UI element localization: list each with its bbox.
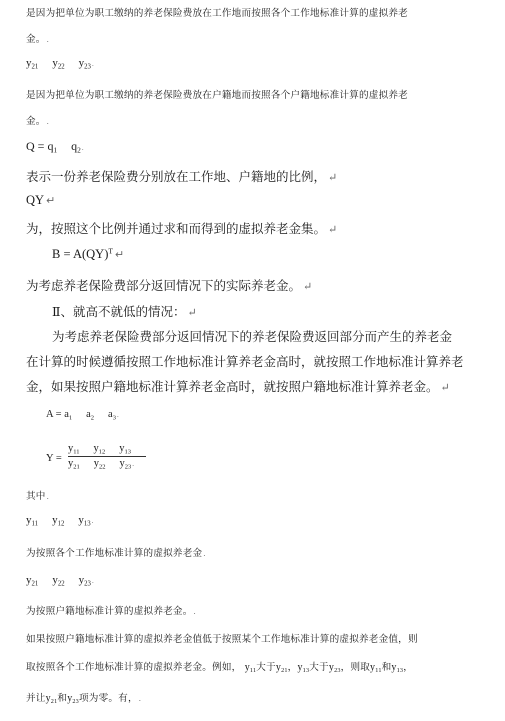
text-line: 为按照各个工作地标准计算的虚拟养老金. xyxy=(26,548,206,559)
math-Q-vector: $Q = q_1$ $q_2$. xyxy=(26,139,84,155)
text-line-final: 并让$y_{21}$和$y_{23}$项为零。有，. xyxy=(26,693,142,706)
text-line: 金。. xyxy=(26,34,50,45)
text-line: 是因为把单位为职工缴纳的养老保险费放在户籍地而按照各个户籍地标准计算的虚拟养老 xyxy=(26,90,408,101)
section-heading: Ⅱ、就高不就低的情况： ↵ xyxy=(52,304,197,319)
text-line-example: 取按照各个工作地标准计算的虚拟养老金。例如， $y_{11}$大于$y_{21}$，$y_{13}$大于$y_{23}$，则取$y_{11}$和$y_{13}$， xyxy=(26,662,413,675)
text-line: 如果按照户籍地标准计算的虚拟养老金值低于按照某个工作地标准计算的虚拟养老金值，则 xyxy=(26,634,418,645)
math-QY: QY ↵ xyxy=(26,193,56,207)
text-line: 表示一份养老保险费分别放在工作地、户籍地的比例， ↵ xyxy=(26,169,338,184)
text-line: 为按照户籍地标准计算的虚拟养老金。. xyxy=(26,606,196,617)
math-Y-label: Y = xyxy=(46,453,62,464)
math-Y-row2: $y_{21}$ $y_{22}$ $y_{23}$. xyxy=(68,458,134,471)
text-line: 为，按照这个比例并通过求和而得到的虚拟养老金集。 ↵ xyxy=(26,221,338,236)
text-line: 为考虑养老保险费部分返回情况下的养老保险费返回部分而产生的养老金 xyxy=(52,329,453,344)
text-line: 金。. xyxy=(26,116,50,127)
math-vector-y1: $y_{11}$ $y_{12}$ $y_{13}$. xyxy=(26,514,94,528)
text-line: 为考虑养老保险费部分返回情况下的实际养老金。 ↵ xyxy=(26,278,313,293)
math-vector-y2: $y_{21}$ $y_{22}$ $y_{23}$. xyxy=(26,57,94,71)
matrix-divider xyxy=(68,456,146,457)
math-B-equation: B = A(QY)$^T$ ↵ xyxy=(52,246,125,261)
text-line: 金，如果按照户籍地标准计算养老金高时，就按照户籍地标准计算养老金。 ↵ xyxy=(26,379,450,394)
math-vector-y2b: $y_{21}$ $y_{22}$ $y_{23}$. xyxy=(26,574,94,588)
text-line: 是因为把单位为职工缴纳的养老保险费放在工作地而按照各个工作地标准计算的虚拟养老 xyxy=(26,8,408,19)
text-line: 在计算的时候遵循按照工作地标准计算养老金高时，就按照工作地标准计算养老 xyxy=(26,354,464,369)
text-line: 其中. xyxy=(26,491,50,502)
math-A-vector: $A = a_1$ $a_2$ $a_3$. xyxy=(46,409,119,422)
math-Y-row1: $y_{11}$ $y_{12}$ $y_{13}$ xyxy=(68,443,132,456)
